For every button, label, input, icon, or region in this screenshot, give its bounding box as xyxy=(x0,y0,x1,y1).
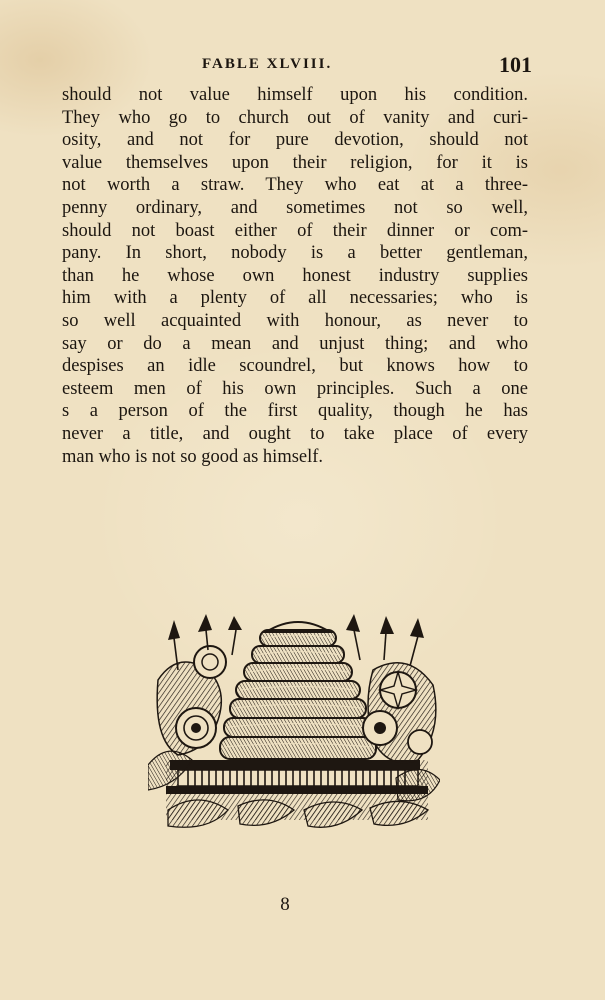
text-line: penny ordinary, and sometimes not so well, xyxy=(62,197,528,218)
text-line: not worth a straw. They who eat at a three- xyxy=(62,175,528,196)
text-line: despises an idle scoundrel, but knows how to xyxy=(62,356,528,377)
text-line: osity, and not for pure devotion, should not xyxy=(62,130,528,151)
beehive-vignette-icon xyxy=(148,610,440,832)
text-line: They who go to church out of vanity and curi- xyxy=(62,107,528,128)
page-header xyxy=(62,52,532,82)
running-head: FABLE XLVIII. xyxy=(202,56,333,72)
text-line: so well acquainted with honour, as never to xyxy=(62,310,528,331)
text-line-last: man who is not so good as himself. xyxy=(62,446,324,467)
text-line: value themselves upon their religion, for it is xyxy=(62,152,528,173)
body-text xyxy=(62,84,528,468)
text-line: esteem men of his own principles. Such a one xyxy=(62,378,528,399)
text-line: should not value himself upon his condition. xyxy=(62,85,528,105)
text-line: say or do a mean and unjust thing; and who xyxy=(62,333,528,354)
signature-mark: 8 xyxy=(280,894,290,915)
text-line: never a title, and ought to take place of every xyxy=(62,423,528,444)
text-line: s a person of the first quality, though he has xyxy=(62,401,528,422)
text-line: than he whose own honest industry supplies xyxy=(62,265,528,286)
text-line: pany. In short, nobody is a better gentleman, xyxy=(62,243,528,264)
text-line: should not boast either of their dinner or com- xyxy=(62,220,528,241)
page-number: 101 xyxy=(499,52,532,77)
text-line: him with a plenty of all necessaries; who is xyxy=(62,288,528,309)
